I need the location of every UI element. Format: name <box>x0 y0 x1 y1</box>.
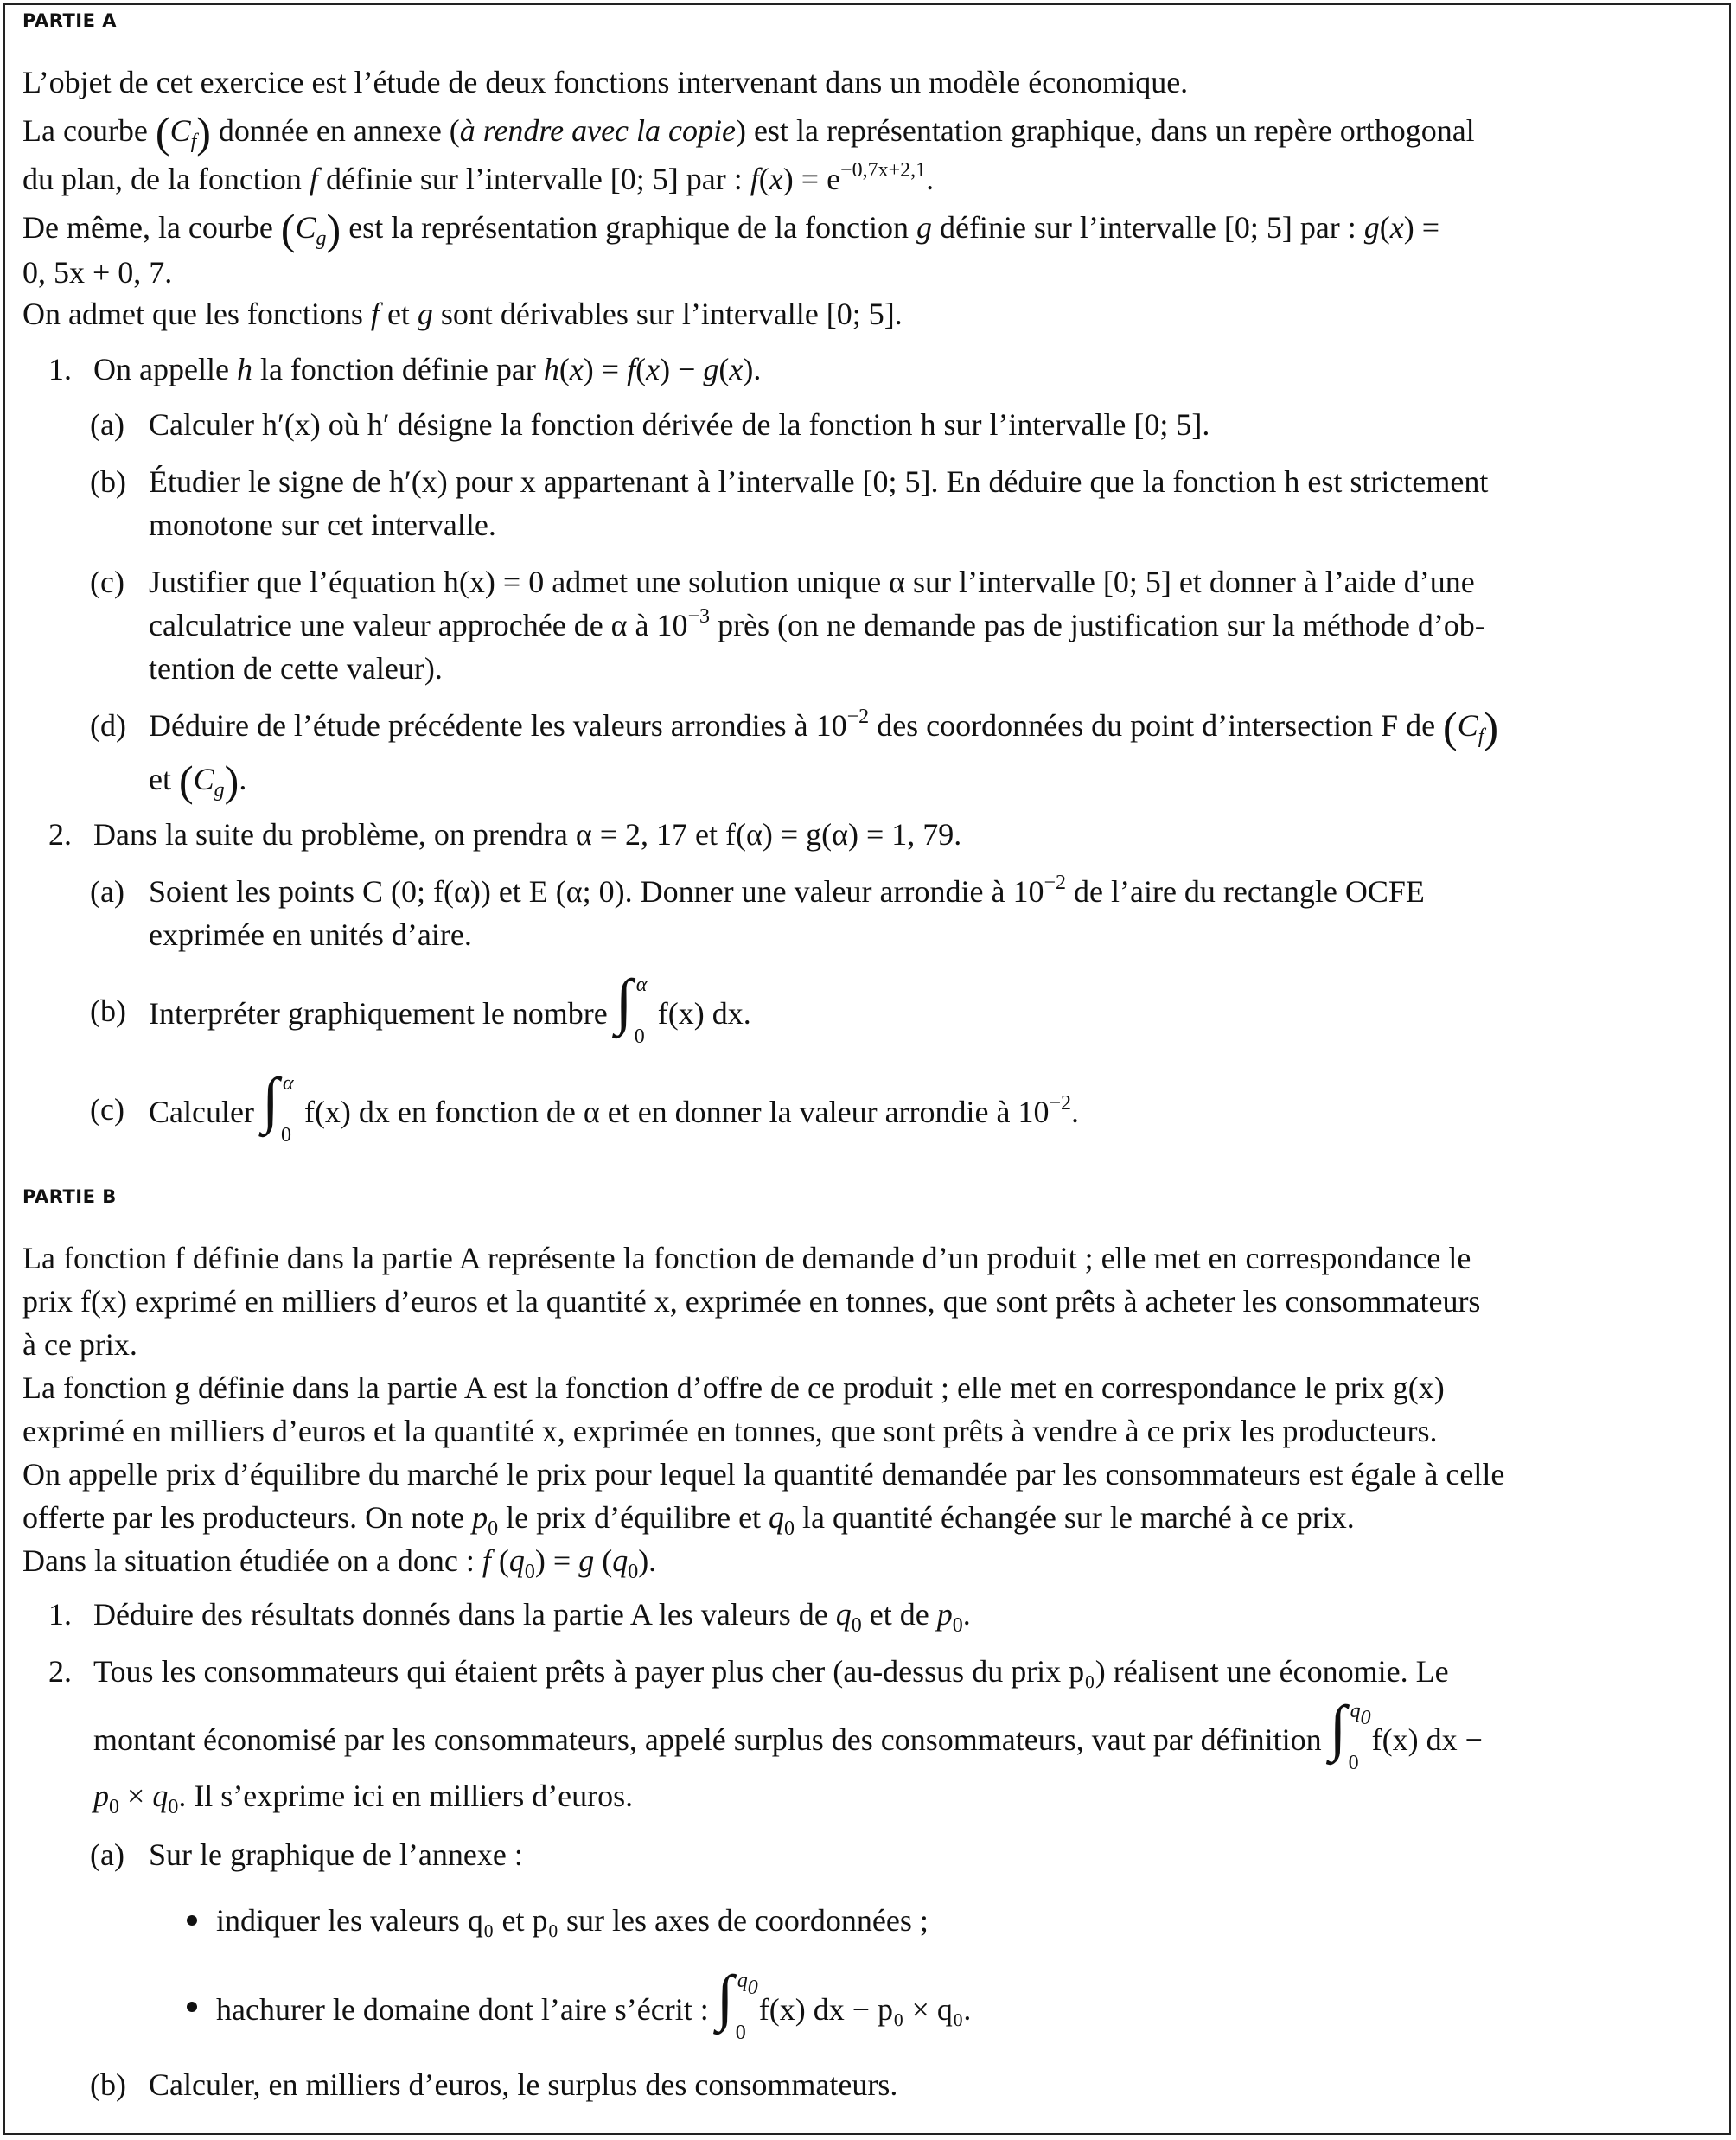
bullet-icon <box>187 1915 197 1926</box>
b-q2b-label: (b) <box>90 2067 126 2102</box>
q2c-label: (c) <box>90 1092 124 1127</box>
q2b-text: Interpréter graphiquement le nombre ∫ α 0 f(x) dx. <box>149 967 751 1048</box>
q1c-text-3: tention de cette valeur). <box>149 651 443 686</box>
partie-b-title: PARTIE B <box>22 1186 117 1207</box>
q1c-text-1: Justifier que l’équation h(x) = 0 admet une solution unique α sur l’intervalle [0; 5] et donner à l’aide d’une <box>149 565 1475 599</box>
partie-b-para-8: Dans la situation étudiée on a donc : f $(q_0) = g$ $(q_0)$. <box>22 1543 657 1583</box>
q1a-label: (a) <box>90 407 124 442</box>
partie-b-para-2: prix f(x) exprimé en milliers d’euros et la quantité x, exprimée en tonnes, que sont prêts à acheter les consommateurs <box>22 1284 1481 1319</box>
bullet-icon <box>187 2002 197 2012</box>
partie-b-para-1: La fonction f définie dans la partie A représente la fonction de demande d’un produit ; elle met en correspondance le <box>22 1241 1471 1275</box>
b-question-2-line-2: montant économisé par les consommateurs, appelé surplus des consommateurs, vaut par définition ∫ $q_0$ 0 f(x) dx − <box>93 1693 1483 1774</box>
intro-line-5: 0, 5x + 0, 7. <box>22 255 173 290</box>
bullet-item-2: hachurer le domaine dont l’aire s’écrit : ∫ $q_0$ 0 f(x) dx − p₀ × q₀. <box>216 1963 972 2044</box>
q2c-text: Calculer ∫ α 0 f(x) dx en fonction de α et en donner la valeur arrondie à $10^{-2}$. <box>149 1065 1080 1147</box>
q1d-text-2: et $(C_g)$. <box>149 757 247 805</box>
q2b-label: (b) <box>90 993 126 1028</box>
q2a-label: (a) <box>90 874 124 909</box>
partie-b-para-5: exprimé en milliers d’euros et la quantité x, exprimée en tonnes, que sont prêts à vendre à ce prix les producteurs. <box>22 1414 1438 1448</box>
b-question-2-line-1: Tous les consommateurs qui étaient prêts à payer plus cher (au-dessus du prix p₀) réalisent une économie. Le <box>93 1654 1449 1689</box>
intro-line-6: On admet que les fonctions f et g sont dérivables sur l’intervalle [0; 5]. <box>22 297 903 331</box>
intro-line-4: De même, la courbe $(C_g)$ est la représentation graphique de la fonction g définie sur l’intervalle [0; 5] par : g(x) = <box>22 205 1440 253</box>
partie-a-title: PARTIE A <box>22 10 117 31</box>
q1b-label: (b) <box>90 464 126 499</box>
b-question-2-number: 2. <box>48 1654 72 1689</box>
b-q2a-label: (a) <box>90 1837 124 1872</box>
question-2-text: Dans la suite du problème, on prendra α = 2, 17 et f(α) = g(α) = 1, 79. <box>93 817 962 852</box>
q1b-text-2: monotone sur cet intervalle. <box>149 508 496 542</box>
intro-line-1: L’objet de cet exercice est l’étude de deux fonctions intervenant dans un modèle économique. <box>22 65 1189 99</box>
question-1-text: On appelle h la fonction définie par h(x) = f(x) − g(x). <box>93 352 762 386</box>
partie-b-para-7: offerte par les producteurs. On note $p_0$ le prix d’équilibre et $q_0$ la quantité échangée sur le marché à ce prix. <box>22 1500 1355 1540</box>
bullet-item-1: indiquer les valeurs q₀ et p₀ sur les axes de coordonnées ; <box>216 1903 929 1938</box>
partie-b-para-3: à ce prix. <box>22 1327 137 1362</box>
q1b-text-1: Étudier le signe de h′(x) pour x appartenant à l’intervalle [0; 5]. En déduire que la fonction h est strictement <box>149 464 1489 499</box>
integral-sign: ∫ α 0 <box>615 967 648 1048</box>
b-q2b-text: Calculer, en milliers d’euros, le surplus des consommateurs. <box>149 2067 898 2102</box>
q1c-text-2: calculatrice une valeur approchée de α à $10^{-3}$ près (on ne demande pas de justification sur la méthode d’ob- <box>149 605 1485 642</box>
integral-sign: ∫ $q_0$ 0 <box>716 1963 758 2044</box>
question-1-number: 1. <box>48 352 72 386</box>
intro-line-3: du plan, de la fonction f définie sur l’intervalle [0; 5] par : $f(x) = e^{-0,7x+2,1}$. <box>22 159 935 196</box>
question-2-number: 2. <box>48 817 72 852</box>
partie-b-para-6: On appelle prix d’équilibre du marché le prix pour lequel la quantité demandée par les consommateurs est égale à celle <box>22 1457 1505 1492</box>
q1d-text-1: Déduire de l’étude précédente les valeurs arrondies à $10^{-2}$ des coordonnées du point d’intersection F de $(C_f)$ <box>149 703 1499 751</box>
b-question-1-text: Déduire des résultats donnés dans la partie A les valeurs de $q_0$ et de $p_0$. <box>93 1597 971 1637</box>
b-q2a-text: Sur le graphique de l’annexe : <box>149 1837 523 1872</box>
q1c-label: (c) <box>90 565 124 599</box>
q1a-text: Calculer h′(x) où h′ désigne la fonction dérivée de la fonction h sur l’intervalle [0; 5]. <box>149 407 1210 442</box>
q2a-text-1: Soient les points C (0; f(α)) et E (α; 0). Donner une valeur arrondie à $10^{-2}$ de l’aire du rectangle OCFE <box>149 872 1425 909</box>
partie-b-para-4: La fonction g définie dans la partie A est la fonction d’offre de ce produit ; elle met en correspondance le prix g(x) <box>22 1370 1445 1405</box>
b-question-2-line-3: $p_0 \times q_0$. Il s’exprime ici en milliers d’euros. <box>93 1779 634 1818</box>
b-question-1-number: 1. <box>48 1597 72 1632</box>
integral-sign: ∫ $q_0$ 0 <box>1329 1693 1371 1774</box>
intro-line-2: La courbe $(C_f)$ donnée en annexe (à rendre avec la copie) est la représentation graphique, dans un repère orthogonal <box>22 108 1475 157</box>
q1d-label: (d) <box>90 708 126 743</box>
integral-sign: ∫ α 0 <box>261 1065 294 1147</box>
q2a-text-2: exprimée en unités d’aire. <box>149 917 472 952</box>
